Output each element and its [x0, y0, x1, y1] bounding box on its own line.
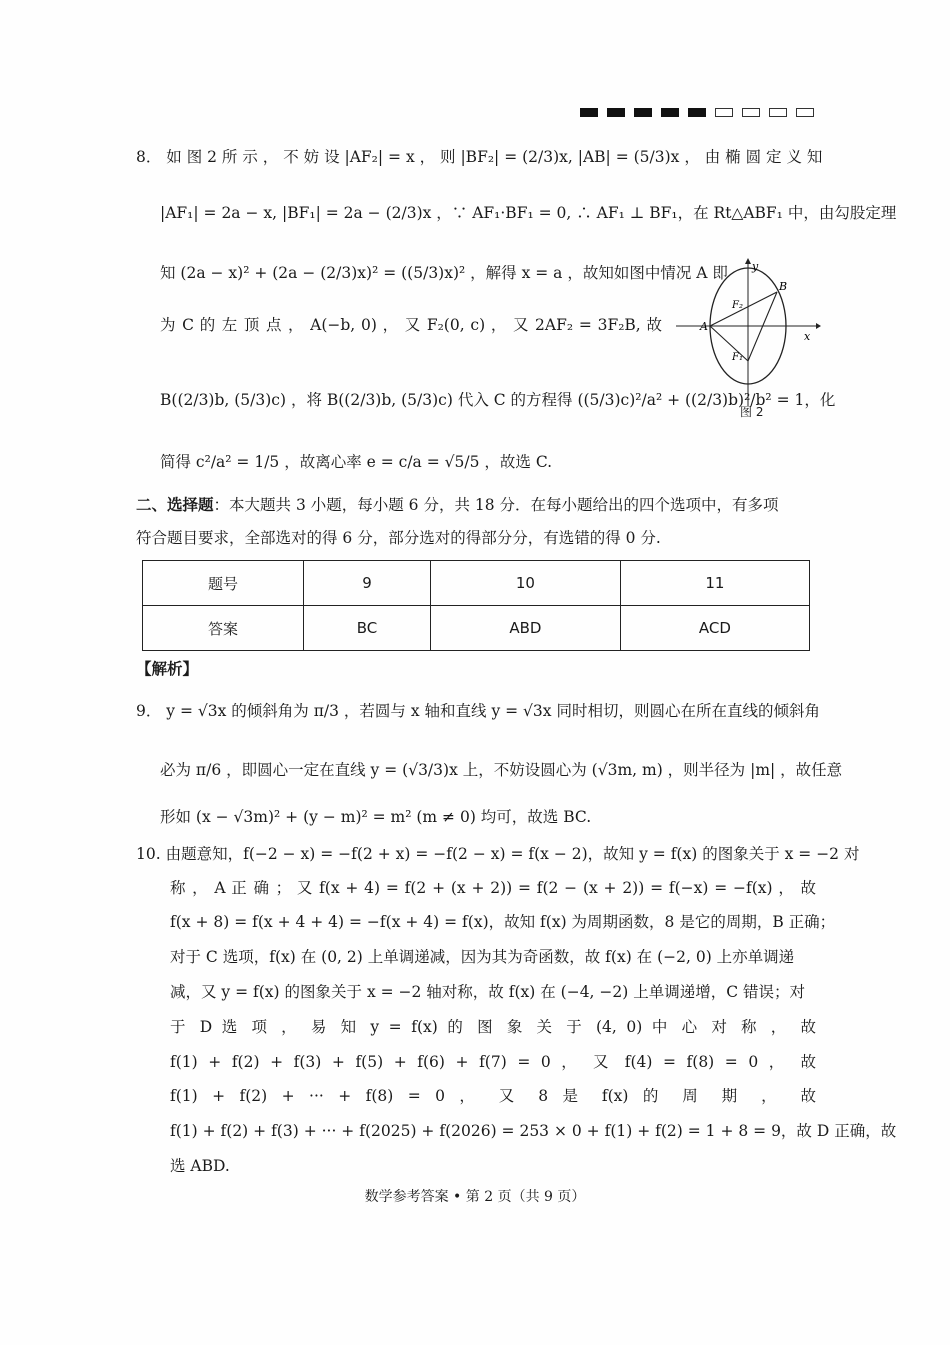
q10-line-4: 对于 C 选项，f(x) 在 (0, 2) 上单调递减，因为其为奇函数，故 f(x) 在 (−2, 0) 上亦单调递	[170, 948, 795, 966]
q10-line-1: 10. 由题意知，f(−2 − x) = −f(2 + x) = −f(2 − x) = f(x − 2)，故知 y = f(x) 的图象关于 x = −2 对	[136, 845, 860, 863]
progress-block-empty	[796, 108, 814, 117]
page-footer: 数学参考答案 • 第 2 页（共 9 页）	[364, 1189, 586, 1205]
section2-text-1: ：本大题共 3 小题，每小题 6 分，共 18 分．在每小题给出的四个选项中，有多项	[213, 496, 779, 514]
q8-line-3: 知 (2a − x)² + (2a − (2/3)x)² = ((5/3)x)² ，解得 x = a ，故知如图中情况 A 即	[160, 264, 728, 282]
q8-line-5: B((2/3)b, (5/3)c) ，将 B((2/3)b, (5/3)c) 代入 C 的方程得 ((5/3)c)²/a² + ((2/3)b)²/b² = 1，化	[160, 391, 836, 409]
progress-block-empty	[769, 108, 787, 117]
x-axis-arrow	[816, 323, 821, 329]
q10-line-7: f(1) + f(2) + f(3) + f(5) + f(6) + f(7) = 0 ， 又 f(4) = f(8) = 0 ， 故	[170, 1053, 816, 1071]
q10-line-5: 减，又 y = f(x) 的图象关于 x = −2 轴对称，故 f(x) 在 (−4, −2) 上单调递增，C 错误；对	[170, 983, 806, 1001]
label-x: x	[804, 330, 811, 343]
section2-line-2: 符合题目要求，全部选对的得 6 分，部分选对的得部分分，有选错的得 0 分.	[136, 529, 661, 547]
table-row	[143, 561, 810, 606]
ellipse-figure	[676, 256, 821, 426]
segment-ab	[710, 292, 777, 326]
q8-line-1: 8． 如 图 2 所 示 ， 不 妨 设 |AF₂| = x ， 则 |BF₂| = (2/3)x, |AB| = (5/3)x ， 由 椭 圆 定 义 知	[136, 148, 823, 166]
progress-block-filled	[607, 108, 625, 117]
q10-line-9: f(1) + f(2) + f(3) + ··· + f(2025) + f(2026) = 253 × 0 + f(1) + f(2) = 1 + 8 = 9，故 D 正确，故	[170, 1122, 897, 1140]
progress-block-empty	[715, 108, 733, 117]
label-b: B	[779, 280, 788, 293]
q10-line-2: 称 ， A 正 确 ； 又 f(x + 4) = f(2 + (x + 2)) = f(2 − (x + 2)) = f(−x) = −f(x) ， 故	[170, 879, 816, 897]
label-f2: F₂	[732, 300, 743, 311]
label-f1: F₁	[732, 352, 743, 363]
progress-block-filled	[688, 108, 706, 117]
question-number: 9	[304, 561, 431, 606]
table-row	[143, 606, 810, 651]
question-number: 10	[431, 561, 621, 606]
progress-block-filled	[580, 108, 598, 117]
row-label-answer: 答案	[143, 606, 304, 651]
progress-block-empty	[742, 108, 760, 117]
analysis-label: 【解析】	[136, 659, 199, 678]
q9-line-2: 必为 π/6 ，即圆心一定在直线 y = (√3/3)x 上，不妨设圆心为 (√3m, m) ，则半径为 |m| ，故任意	[160, 761, 843, 779]
q10-line-3: f(x + 8) = f(x + 4 + 4) = −f(x + 4) = f(x)，故知 f(x) 为周期函数，8 是它的周期，B 正确；	[170, 913, 836, 931]
question-number: 11	[620, 561, 809, 606]
answer-table	[142, 560, 810, 651]
answer-cell: BC	[304, 606, 431, 651]
q8-line-6: 简得 c²/a² = 1/5 ，故离心率 e = c/a = √5/5 ，故选 C.	[160, 453, 553, 471]
answer-cell: ACD	[620, 606, 809, 651]
label-a: A	[700, 320, 708, 333]
q8-line-4: 为 C 的 左 顶 点 ， A(−b, 0) ， 又 F₂(0, c) ， 又 2AF₂ = 3F₂B, 故	[160, 316, 662, 334]
progress-blocks	[580, 108, 814, 117]
label-y: y	[752, 260, 759, 273]
answer-cell: ABD	[431, 606, 621, 651]
progress-block-filled	[634, 108, 652, 117]
row-label-number: 题号	[143, 561, 304, 606]
section2-title: 二、选择题	[136, 495, 214, 514]
y-axis-arrow	[745, 258, 751, 264]
q9-line-1: 9． y = √3x 的倾斜角为 π/3 ，若圆与 x 轴和直线 y = √3x 同时相切，则圆心在所在直线的倾斜角	[136, 702, 820, 720]
figure-caption: 图 2	[740, 405, 764, 419]
q9-line-3: 形如 (x − √3m)² + (y − m)² = m² (m ≠ 0) 均可，故选 BC.	[160, 808, 592, 826]
q10-line-8: f(1) + f(2) + ··· + f(8) = 0 ， 又 8 是 f(x) 的 周 期 ， 故	[170, 1087, 816, 1105]
progress-block-filled	[661, 108, 679, 117]
q8-line-2: |AF₁| = 2a − x, |BF₁| = 2a − (2/3)x ，∵ AF₁·BF₁ = 0, ∴ AF₁ ⊥ BF₁，在 Rt△ABF₁ 中，由勾股定理	[160, 204, 897, 222]
q10-line-10: 选 ABD.	[170, 1157, 230, 1175]
section2-line-1	[136, 494, 816, 516]
q10-line-6: 于 D 选 项 ， 易 知 y = f(x) 的 图 象 关 于 (4, 0) 中 心 对 称 ， 故	[170, 1018, 816, 1036]
